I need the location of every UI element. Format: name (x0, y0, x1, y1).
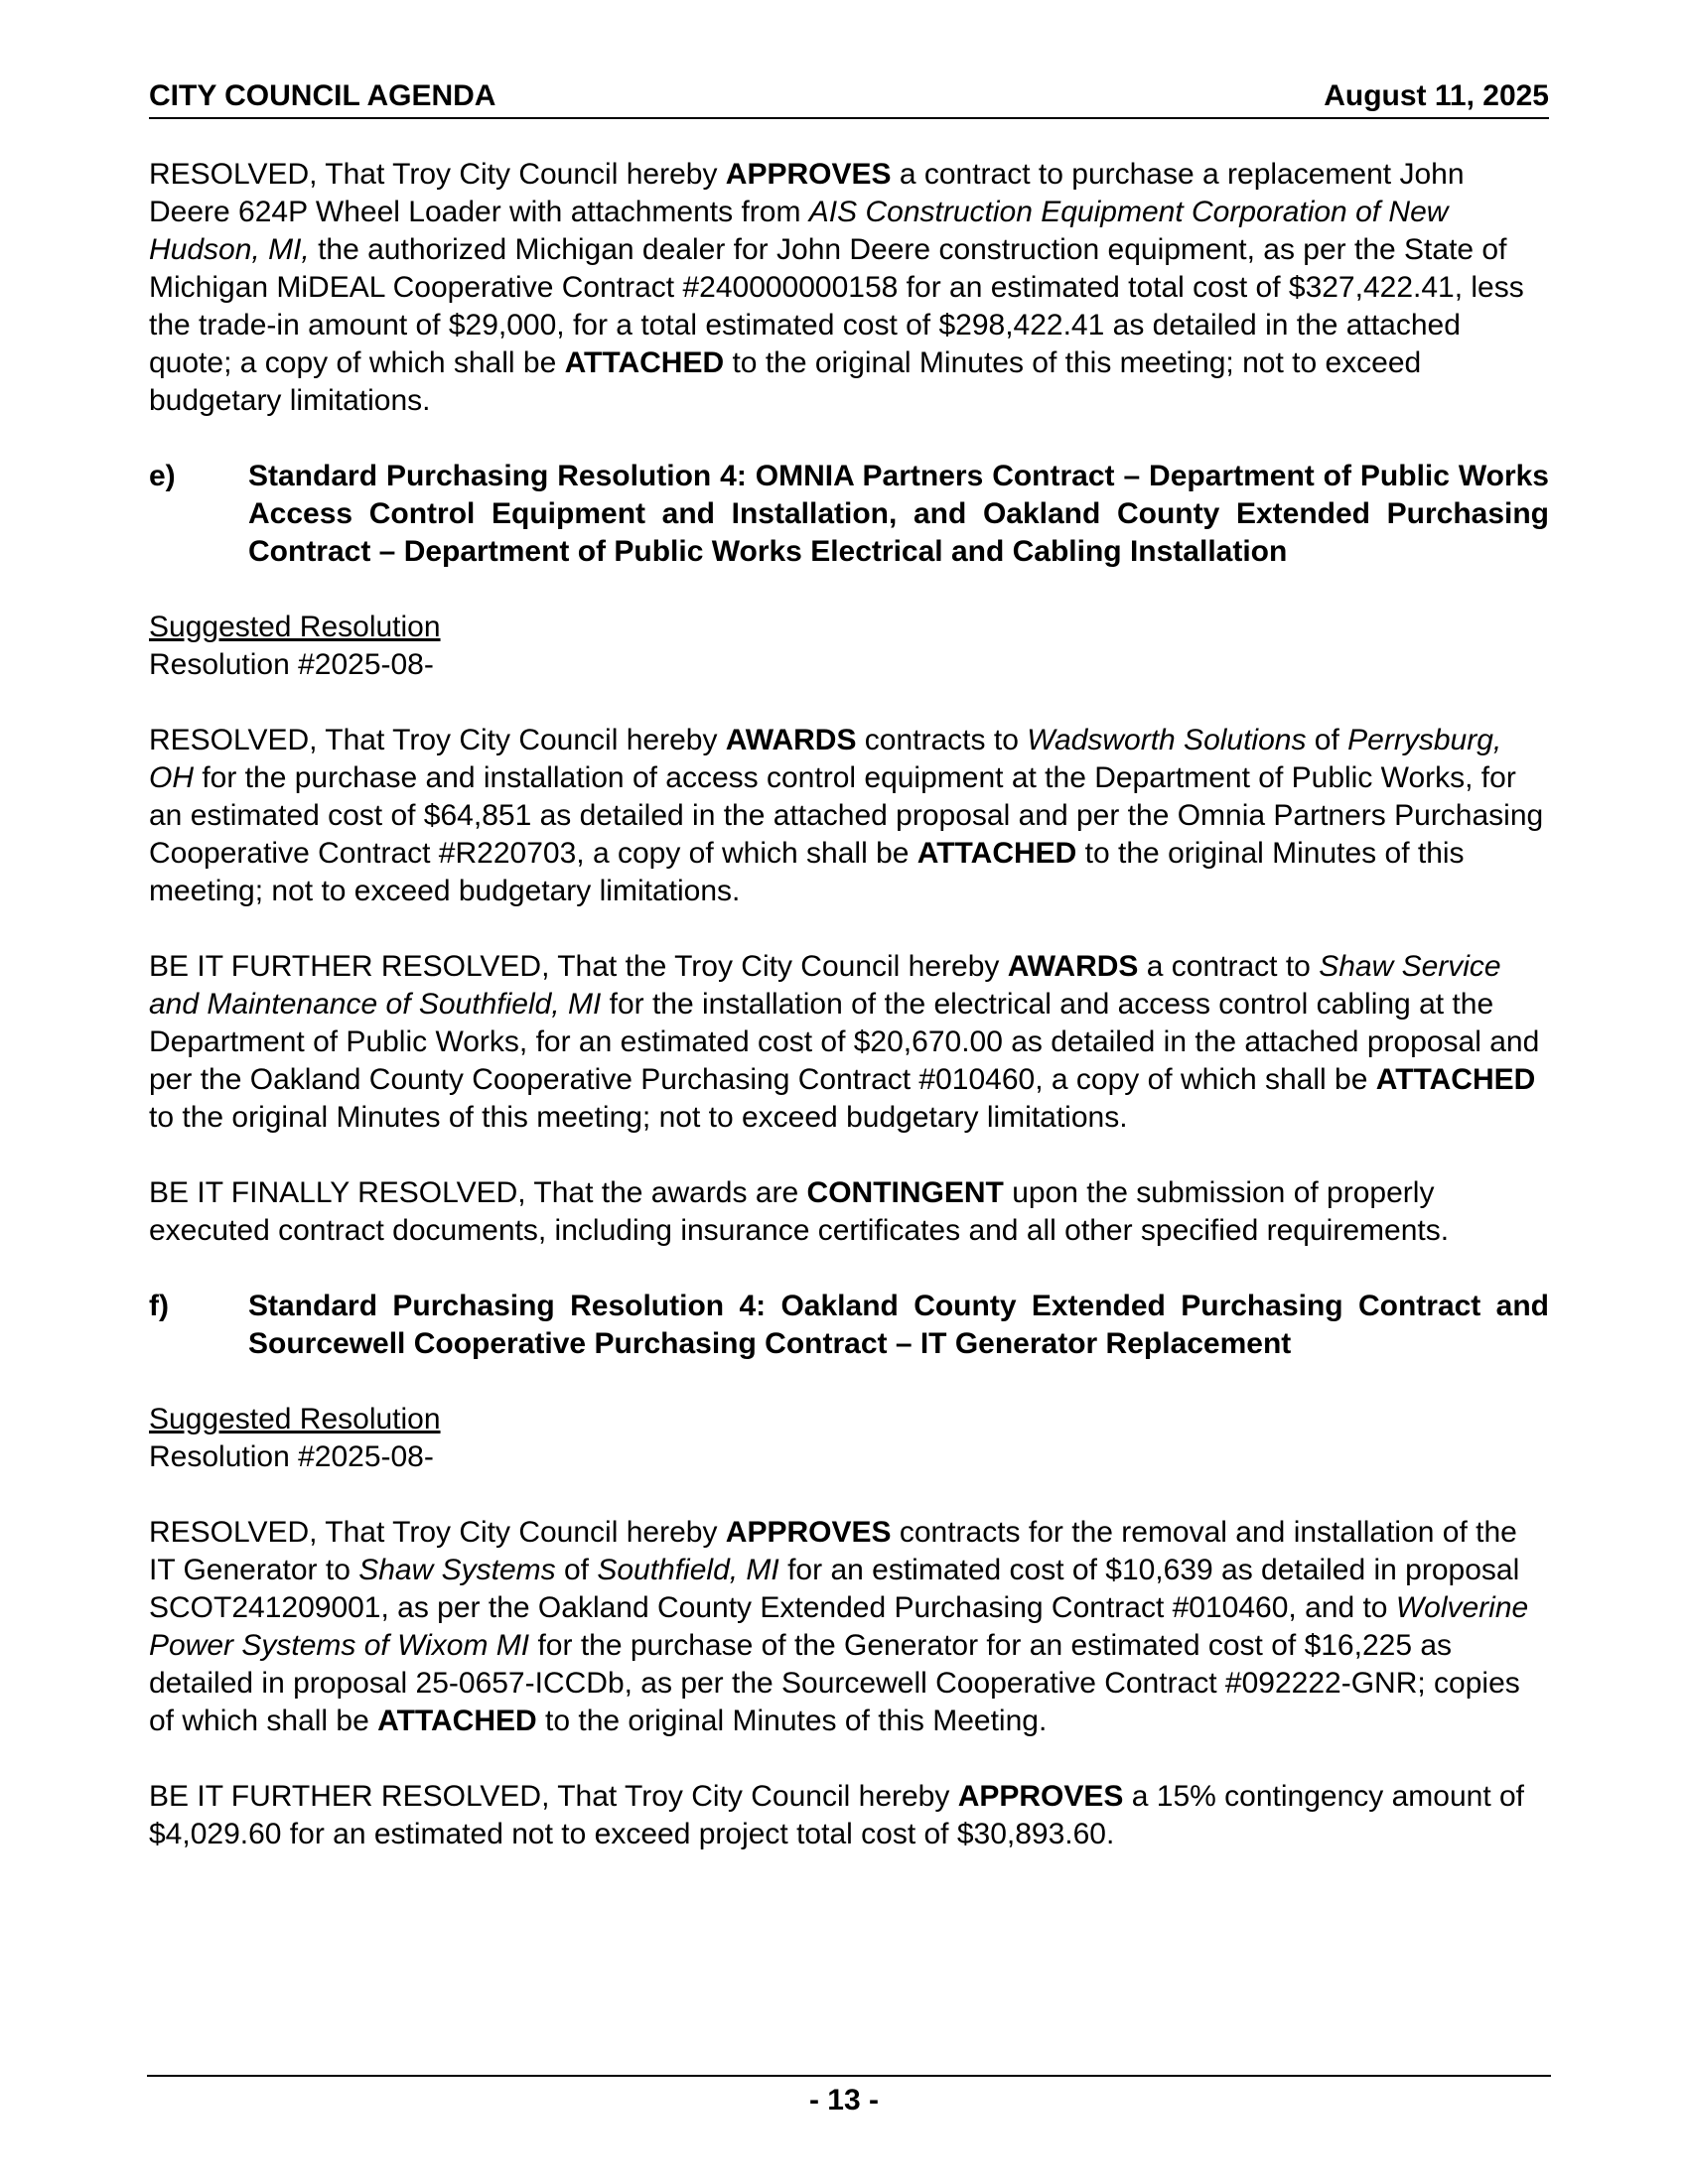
bold-text: AWARDS (725, 724, 857, 756)
agenda-title: CITY COUNCIL AGENDA (149, 79, 496, 112)
bold-text: AWARDS (1007, 950, 1139, 983)
bold-text: ATTACHED (564, 346, 725, 379)
resolution-number: Resolution #2025-08- (149, 648, 434, 681)
agenda-date: August 11, 2025 (1324, 79, 1549, 112)
suggested-resolution-f (149, 1401, 1549, 1476)
item-title: Standard Purchasing Resolution 4: Oakland County Extended Purchasing Contract and Sourcewell Cooperative Purchasing Contract – IT Generator Replacement (248, 1290, 1549, 1360)
text: RESOLVED, That Troy City Council hereby (149, 1516, 726, 1549)
text: BE IT FINALLY RESOLVED, That the awards are (149, 1176, 807, 1209)
item-letter: f) (149, 1290, 169, 1322)
text: a 15% contingency amount of $4,029.60 for an estimated not to exceed project total cost of $30,893.60. (149, 1780, 1525, 1850)
text: RESOLVED, That Troy City Council hereby (149, 724, 726, 756)
bold-text: ATTACHED (916, 837, 1077, 870)
text: contracts for the removal and installation of the IT Generator to (149, 1516, 1517, 1586)
text: a contract to (1138, 950, 1320, 983)
bold-text: APPROVES (725, 1516, 892, 1549)
text: for the purchase and installation of access control equipment at the Department of Public Works, for an estimated cost of $64,851 as detailed in the attached proposal and per the Omnia Partners Purchasing Cooperative Contract #R220703, a copy of which shall be (149, 761, 1544, 870)
italic-text: Perrysburg, OH (149, 724, 1502, 794)
text: for an estimated cost of $10,639 as detailed in proposal SCOT241209001, as per the Oakland County Extended Purchasing Contract #010460, and to (149, 1554, 1520, 1624)
suggested-resolution-label: Suggested Resolution (149, 611, 441, 643)
page-number: - 13 - (808, 2084, 880, 2116)
item-letter: e) (149, 460, 176, 492)
italic-text: Wadsworth Solutions (1027, 724, 1307, 756)
italic-text: Southfield, MI (597, 1554, 779, 1586)
text: BE IT FURTHER RESOLVED, That the Troy City Council hereby (149, 950, 1008, 983)
agenda-item-e (149, 458, 1549, 571)
text: to the original Minutes of this meeting; not to exceed budgetary limitations. (149, 346, 1422, 417)
text: a contract to purchase a replacement John Deere 624P Wheel Loader with attachments from (149, 158, 1465, 228)
resolution-paragraph-contingent (149, 1174, 1549, 1250)
resolution-paragraph-cabling (149, 948, 1549, 1137)
text: to the original Minutes of this meeting; not to exceed budgetary limitations. (149, 837, 1465, 907)
text: to the original Minutes of this meeting; not to exceed budgetary limitations. (149, 1101, 1128, 1134)
text: to the original Minutes of this Meeting. (536, 1705, 1048, 1737)
agenda-item-f (149, 1288, 1549, 1363)
resolution-number: Resolution #2025-08- (149, 1440, 434, 1473)
bold-text: APPROVES (957, 1780, 1124, 1813)
bold-text: CONTINGENT (806, 1176, 1004, 1209)
suggested-resolution-e (149, 609, 1549, 684)
text: the authorized Michigan dealer for John Deere construction equipment, as per the State of Michigan MiDEAL Cooperative Contract #240000000158 for an estimated total cost of $327,422.41, less the trade-in amount of $29,000, for a total estimated cost of $298,422.41 as detailed in the attached quote; a copy of which shall be (149, 233, 1524, 379)
item-title: Standard Purchasing Resolution 4: OMNIA Partners Contract – Department of Public Works Access Control Equipment and Installation, and Oakland County Extended Purchasing Contract – Department of Public Works Electrical and Cabling Installation (248, 460, 1549, 568)
bold-text: APPROVES (725, 158, 892, 191)
text: upon the submission of properly executed contract documents, including insurance certificates and all other specified requirements. (149, 1176, 1450, 1247)
resolution-paragraph-generator (149, 1514, 1549, 1740)
italic-text: AIS Construction Equipment Corporation of New Hudson, MI, (149, 196, 1449, 266)
text: contracts to (856, 724, 1028, 756)
resolution-paragraph-access-control (149, 722, 1549, 910)
text: for the installation of the electrical and access control cabling at the Department of Public Works, for an estimated cost of $20,670.00 as detailed in the attached proposal and per the Oakland County Cooperative Purchasing Contract #010460, a copy of which shall be (149, 988, 1540, 1096)
footer-divider (147, 2075, 1551, 2077)
text: for the purchase of the Generator for an estimated cost of $16,225 as detailed in proposal 25-0657-ICCDb, as per the Sourcewell Cooperative Contract #092222-GNR; copies of which shall be (149, 1629, 1520, 1737)
text: of (555, 1554, 598, 1586)
text: BE IT FURTHER RESOLVED, That Troy City Council hereby (149, 1780, 958, 1813)
italic-text: Wolverine Power Systems of Wixom MI (149, 1591, 1529, 1662)
page-content (149, 156, 1549, 1891)
italic-text: Shaw Systems (358, 1554, 556, 1586)
page-header (149, 81, 1549, 119)
bold-text: ATTACHED (377, 1705, 537, 1737)
suggested-resolution-label: Suggested Resolution (149, 1403, 441, 1435)
italic-text: Shaw Service and Maintenance of Southfield, MI (149, 950, 1501, 1021)
resolution-paragraph-loader (149, 156, 1549, 420)
resolution-paragraph-contingency-amount (149, 1778, 1549, 1853)
bold-text: ATTACHED (1375, 1063, 1536, 1096)
text: of (1306, 724, 1348, 756)
text: RESOLVED, That Troy City Council hereby (149, 158, 726, 191)
